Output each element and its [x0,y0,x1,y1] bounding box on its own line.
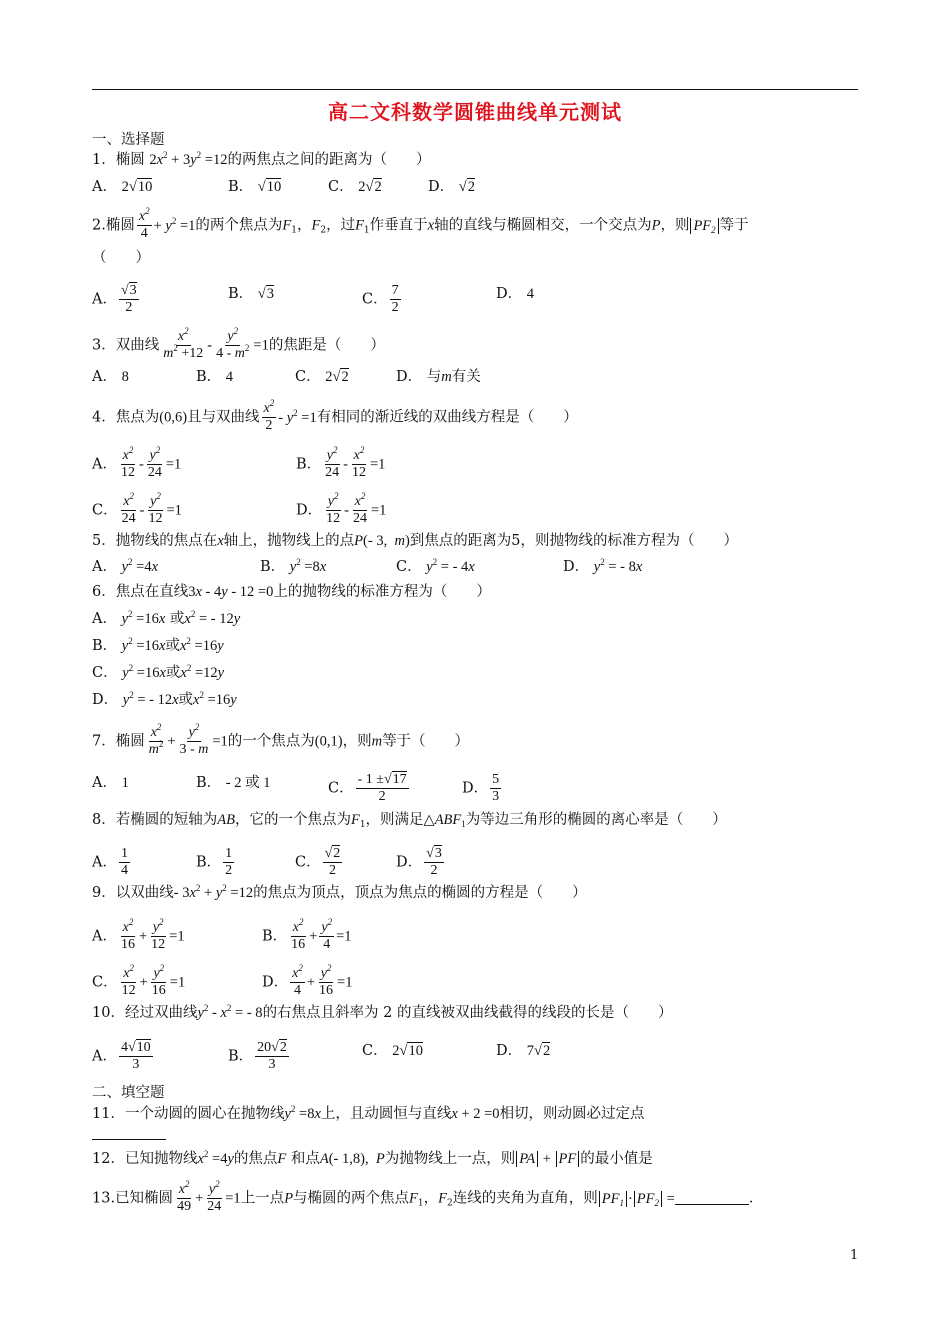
q1-option-d[interactable]: D． √2 [428,179,475,195]
q5-option-d[interactable]: D． $y^2$ = - 8x [563,557,643,575]
q7-option-b[interactable]: B． - 2 或 1 [196,775,271,791]
question-2: 2.椭圆 $\frac{x^2}{4}$ + $y^2 =1$的两个焦点为$F_1$，$F_2$，过$F_1$作垂直于x轴的直线与椭圆相交，一个交点为P，则 $PF_2$ 等于 [92,206,749,241]
q5-option-a[interactable]: A． $y^2 =4x$ [92,557,159,575]
question-11: 11．一个动圆的圆心在抛物线$y^2 =8x$上，且动圆恒与直线x + 2 =0相切，则动圆必过定点 [92,1104,645,1122]
q13-answer-blank[interactable] [675,1190,749,1205]
q4-option-c[interactable]: C． $\frac{x^2}{24}$ - $\frac{y^2}{12}$ =1 [92,491,182,526]
question-8: 8．若椭圆的短轴为AB，它的一个焦点为$F_1$，则满足$\triangle ABF_1$为等边三角形的椭圆的离心率是（ ） [92,812,727,830]
q8-option-c[interactable]: C． $\frac{√2}{2}$ [295,846,341,878]
q5-option-b[interactable]: B． $y^2 =8x$ [260,557,327,575]
question-5: 5．抛物线的焦点在x轴上，抛物线上的点P(- 3, m)到焦点的距离为5，则抛物线的标准方程为（ ） [92,533,739,549]
q3-option-c[interactable]: C． 2√2 [295,369,349,385]
question-6: 6．焦点在直线3x - 4y - 12 =0上的抛物线的标准方程为（ ） [92,584,491,600]
q9-option-c[interactable]: C． $\frac{x^2}{12}$ + $\frac{y^2}{16}$ =1 [92,963,186,998]
q7-option-d[interactable]: D． $\frac{5}{3}$ [462,772,500,804]
q2-option-a[interactable]: A． $\frac{√3}{2}$ [92,283,137,315]
q6-option-a[interactable]: A． $y^2 =16x$ 或$x^2$ = - 12y [92,609,241,627]
q6-option-c[interactable]: C． $y^2 =16x$或$x^2 =12y$ [92,663,225,681]
q2-option-b[interactable]: B． √3 [228,286,274,302]
q9-option-d[interactable]: D． $\frac{x^2}{4}$ + $\frac{y^2}{16}$ =1 [262,963,353,998]
q8-option-d[interactable]: D． $\frac{√3}{2}$ [396,846,442,878]
top-rule [92,89,858,90]
q5-option-c[interactable]: C． $y^2$ = - 4x [396,557,475,575]
q11-answer-blank[interactable] [92,1124,166,1144]
q7-option-a[interactable]: A． 1 [92,775,129,791]
section-choice-heading: 一、选择题 [92,132,165,148]
question-12: 12．已知抛物线$x^2 =4y$的焦点F 和点A(- 1,8), P为抛物线上一点，则 PA + PF 的最小值是 [92,1149,653,1167]
question-7: 7．椭圆 $\frac{x^2}{m^2}$ + $\frac{y^2}{3 - m}$ =1的一个焦点为(0,1)，则m等于（ ） [92,722,470,757]
q2-option-c[interactable]: C． $\frac{7}{2}$ [362,283,399,315]
q4-option-a[interactable]: A． $\frac{x^2}{12}$ - $\frac{y^2}{24}$ =1 [92,445,182,480]
q8-option-a[interactable]: A． $\frac{1}{4}$ [92,846,128,878]
q2-option-d[interactable]: D． 4 [496,286,534,302]
q1-option-b[interactable]: B． √10 [228,179,282,195]
section-fill-heading: 二、填空题 [92,1085,165,1101]
q6-option-b[interactable]: B． $y^2 =16x$或$x^2 =16y$ [92,636,224,654]
q8-option-b[interactable]: B． $\frac{1}{2}$ [196,846,233,878]
q3-option-d[interactable]: D． 与m有关 [396,369,481,385]
q10-option-b[interactable]: B． $\frac{20√2}{3}$ [228,1040,287,1072]
q6-option-d[interactable]: D． $y^2$ = - 12x或$x^2 =16y$ [92,690,237,708]
q3-option-a[interactable]: A． 8 [92,369,129,385]
q2-paren: （ ） [92,250,150,266]
q10-option-d[interactable]: D． 7√2 [496,1043,551,1059]
question-13: 13.已知椭圆 $\frac{x^2}{49}$ + $\frac{y^2}{24}$ =1上一点P与椭圆的两个焦点$F_1$，$F_2$连线的夹角为直角，则 $PF_1 \cdot PF_2$ = ． [92,1179,764,1214]
q4-option-b[interactable]: B． $\frac{y^2}{24}$ - $\frac{x^2}{12}$ =1 [296,445,386,480]
q7-option-c[interactable]: C． $\frac{- 1 \pm√17}{2}$ [328,772,407,804]
question-10: 10．经过双曲线$y^2 - x^2$ = - 8的右焦点且斜率为 2 的直线被双曲线截得的线段的长是（ ） [92,1003,673,1021]
q9-option-a[interactable]: A． $\frac{x^2}{16}$ + $\frac{y^2}{12}$ =1 [92,917,185,952]
question-9: 9．以双曲线- $3x^2 + y^2 =12$的焦点为顶点，顶点为焦点的椭圆的方程是（ ） [92,883,587,901]
q1-option-a[interactable]: A． 2√10 [92,179,153,195]
page-number: 1 [850,1248,859,1263]
q10-option-a[interactable]: A． $\frac{4√10}{3}$ [92,1040,151,1072]
q10-option-c[interactable]: C． 2√10 [362,1043,423,1059]
q9-option-b[interactable]: B． $\frac{x^2}{16}$ + $\frac{y^2}{4}$ =1 [262,917,352,952]
question-4: 4．焦点为(0,6)且与双曲线 $\frac{x^2}{2}$ - $y^2 =1$有相同的渐近线的双曲线方程是（ ） [92,398,578,433]
q4-option-d[interactable]: D． $\frac{y^2}{12}$ - $\frac{x^2}{24}$ =1 [296,491,387,526]
question-3: 3．双曲线 $\frac{x^2}{m^2 +12}$ - $\frac{y^2}{4 - m^2}$ =1的焦距是（ ） [92,326,385,361]
q3-option-b[interactable]: B． 4 [196,369,234,385]
question-1: 1．椭圆 $2x^2 + 3y^2 =12$的两焦点之间的距离为（ ） [92,150,431,168]
page-title: 高二文科数学圆锥曲线单元测试 [328,100,622,124]
q1-option-c[interactable]: C． 2√2 [328,179,382,195]
